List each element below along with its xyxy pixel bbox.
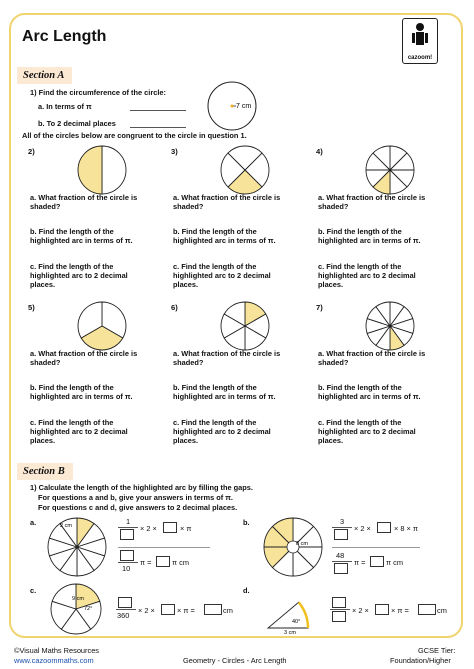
question-part-c-line1: c. Find the length of the (173, 262, 257, 271)
b-b-circle (262, 516, 324, 578)
section-b-instruction-3: For questions c and d, give answers to 2 decimal places. (38, 503, 238, 512)
congruent-note: All of the circles below are congruent to the circle in question 1. (22, 131, 247, 140)
b-b-working (332, 517, 432, 579)
question-part-b-line2: highlighted arc in terms of π. (173, 392, 276, 401)
b-b-radius-label: 8 cm (296, 541, 308, 547)
question-part-b-line2: highlighted arc in terms of π. (30, 392, 133, 401)
b-a-radius-label: 2 cm (60, 523, 72, 529)
question-number: 2) (28, 147, 35, 156)
question-part-c-line2: highlighted arc to 2 decimal (173, 271, 271, 280)
question-part-b-line1: b. Find the length of the (30, 383, 114, 392)
page-title: Arc Length (22, 28, 107, 45)
question-part-b-line2: highlighted arc in terms of π. (318, 236, 421, 245)
question-part-c-line2: highlighted arc to 2 decimal (173, 427, 271, 436)
b-b-times2: × 2 × (354, 524, 371, 533)
b-a-times-pi: × π (180, 524, 192, 533)
question-part-c-line1: c. Find the length of the (173, 418, 257, 427)
b-c-radius-box[interactable] (161, 604, 175, 615)
question-circle (218, 299, 272, 353)
section-b-label: Section B (17, 463, 73, 480)
q1-answer-a-line[interactable] (130, 110, 186, 111)
b-d-radius-label: 3 cm (284, 630, 296, 636)
question-part-b-line1: b. Find the length of the (173, 227, 257, 236)
footer-tier-label: GCSE Tier: (418, 646, 456, 655)
b-b-frac-top: 3 (340, 517, 345, 526)
b-b-answer-box[interactable] (370, 556, 384, 567)
question-part-a-line1: a. What fraction of the circle is (173, 193, 281, 202)
sector (102, 146, 126, 194)
question-part-c-line1: c. Find the length of the (318, 262, 402, 271)
b-d-radius-box[interactable] (375, 604, 389, 615)
footer-tier-value: Foundation/Higher (390, 656, 451, 665)
b-b-box[interactable] (377, 522, 391, 533)
b-a-radius-box[interactable] (163, 522, 177, 533)
b-c-times2: × 2 × (138, 606, 155, 615)
question-part-c-line2: highlighted arc to 2 decimal (318, 427, 416, 436)
b-c-times-pi: × π = (177, 606, 195, 615)
b-d-label: d. (243, 586, 250, 595)
b-c-cm: cm (223, 606, 233, 615)
question-part-b-line1: b. Find the length of the (318, 383, 402, 392)
b-a-divider (118, 547, 210, 548)
question-circle (363, 299, 417, 353)
q1-radius-label: 7 cm (236, 103, 252, 110)
q1-answer-b-line[interactable] (130, 127, 186, 128)
q1-title: 1) Find the circumference of the circle: (30, 88, 166, 97)
question-part-a-line2: shaded? (30, 202, 61, 211)
b-d-den-box[interactable] (332, 611, 346, 622)
footer-copyright: ©Visual Maths Resources (14, 646, 99, 655)
question-part-c-line1: c. Find the length of the (30, 262, 114, 271)
b-d-angle-label: 40° (292, 619, 301, 625)
question-part-c-line3: places. (173, 280, 199, 289)
b-c-angle-label: 72° (84, 606, 93, 612)
question-part-a-line1: a. What fraction of the circle is (318, 193, 426, 202)
b-c-den: 360 (117, 611, 130, 620)
question-number: 6) (171, 303, 178, 312)
question-number: 7) (316, 303, 323, 312)
b-b-pi-cm: π cm (386, 558, 404, 567)
b-c-circle (46, 582, 108, 638)
b-d-num-box[interactable] (332, 597, 346, 608)
question-part-b-line2: highlighted arc in terms of π. (173, 236, 276, 245)
question-part-c-line2: highlighted arc to 2 decimal (30, 271, 128, 280)
b-b-times8pi: × 8 × π (394, 524, 419, 533)
shaded-sector (78, 146, 102, 194)
question-part-a-line1: a. What fraction of the circle is (173, 349, 281, 358)
b-c-num-box[interactable] (118, 597, 132, 608)
b-b-den2-box[interactable] (334, 563, 348, 574)
b-c-frac-bar (116, 609, 136, 610)
b-a-answer-box[interactable] (156, 556, 170, 567)
b-a-frac-top: 1 (126, 517, 131, 526)
question-number: 5) (28, 303, 35, 312)
b-d-frac-bar (330, 609, 350, 610)
b-d-cm: cm (437, 606, 447, 615)
question-circle (75, 299, 129, 353)
question-part-b-line1: b. Find the length of the (318, 227, 402, 236)
b-b-frac-den-box[interactable] (334, 529, 348, 540)
logo-figure-icon (403, 19, 437, 53)
section-a-label: Section A (17, 67, 72, 84)
b-c-working (116, 597, 236, 629)
b-b-label: b. (243, 518, 250, 527)
question-5-block (24, 301, 159, 451)
question-7-block (312, 301, 447, 451)
question-2-block (24, 145, 159, 295)
b-b-divider (332, 547, 420, 548)
question-3-block (167, 145, 302, 295)
cazoom-logo (402, 18, 438, 64)
question-part-c-line3: places. (30, 280, 56, 289)
b-a-den: 10 (122, 564, 131, 573)
b-a-pi-eq: π = (140, 558, 152, 567)
b-d-working (330, 597, 450, 629)
q1-part-b: b. To 2 decimal places (38, 119, 116, 128)
question-part-c-line1: c. Find the length of the (318, 418, 402, 427)
question-circle (363, 143, 417, 197)
b-a-times2: × 2 × (140, 524, 157, 533)
question-part-a-line2: shaded? (30, 358, 61, 367)
question-part-a-line2: shaded? (173, 202, 204, 211)
b-a-num-box[interactable] (120, 550, 134, 561)
question-part-c-line3: places. (318, 436, 344, 445)
question-part-a-line1: a. What fraction of the circle is (318, 349, 426, 358)
question-part-b-line1: b. Find the length of the (30, 227, 114, 236)
b-b-pi-eq: π = (354, 558, 366, 567)
b-c-label: c. (30, 586, 37, 595)
b-a-circle (46, 516, 108, 578)
b-d-times-pi: × π = (391, 606, 409, 615)
b-c-answer-box[interactable] (204, 604, 222, 615)
q1-circle-diagram (206, 80, 258, 132)
question-part-a-line1: a. What fraction of the circle is (30, 349, 138, 358)
b-b-frac-bar (332, 527, 352, 528)
question-circle (218, 143, 272, 197)
question-number: 4) (316, 147, 323, 156)
b-d-times2: × 2 × (352, 606, 369, 615)
question-part-c-line2: highlighted arc to 2 decimal (30, 427, 128, 436)
question-number: 3) (171, 147, 178, 156)
b-a-frac2-bar (118, 562, 138, 563)
b-a-frac-den-box[interactable] (120, 529, 134, 540)
b-a-frac-bar (118, 527, 138, 528)
b-c-radius-label: 9 cm (72, 596, 84, 602)
b-b-frac2-bar (332, 561, 352, 562)
question-part-c-line3: places. (30, 436, 56, 445)
question-part-a-line2: shaded? (318, 358, 349, 367)
footer-topic: Geometry - Circles - Arc Length (183, 656, 287, 665)
question-4-block (312, 145, 447, 295)
q1-part-a: a. In terms of π (38, 102, 92, 111)
question-part-c-line3: places. (318, 280, 344, 289)
question-part-a-line2: shaded? (318, 202, 349, 211)
question-part-c-line2: highlighted arc to 2 decimal (318, 271, 416, 280)
question-part-b-line1: b. Find the length of the (173, 383, 257, 392)
b-a-label: a. (30, 518, 37, 527)
question-circle (75, 143, 129, 197)
question-part-b-line2: highlighted arc in terms of π. (318, 392, 421, 401)
b-b-num2: 48 (336, 551, 345, 560)
b-d-sector (262, 584, 324, 636)
b-a-pi-cm: π cm (172, 558, 190, 567)
b-d-answer-box[interactable] (418, 604, 436, 615)
section-b-instruction-2: For questions a and b, give your answers in terms of π. (38, 493, 233, 502)
question-part-a-line2: shaded? (173, 358, 204, 367)
question-part-a-line1: a. What fraction of the circle is (30, 193, 138, 202)
question-6-block (167, 301, 302, 451)
question-part-c-line3: places. (173, 436, 199, 445)
footer-website-link[interactable]: www.cazoommaths.com (14, 656, 94, 665)
b-a-working (118, 517, 210, 579)
question-part-c-line1: c. Find the length of the (30, 418, 114, 427)
logo-text: cazoom! (407, 55, 433, 61)
section-b-instruction-1: 1) Calculate the length of the highlighted arc by filling the gaps. (30, 483, 253, 492)
question-part-b-line2: highlighted arc in terms of π. (30, 236, 133, 245)
